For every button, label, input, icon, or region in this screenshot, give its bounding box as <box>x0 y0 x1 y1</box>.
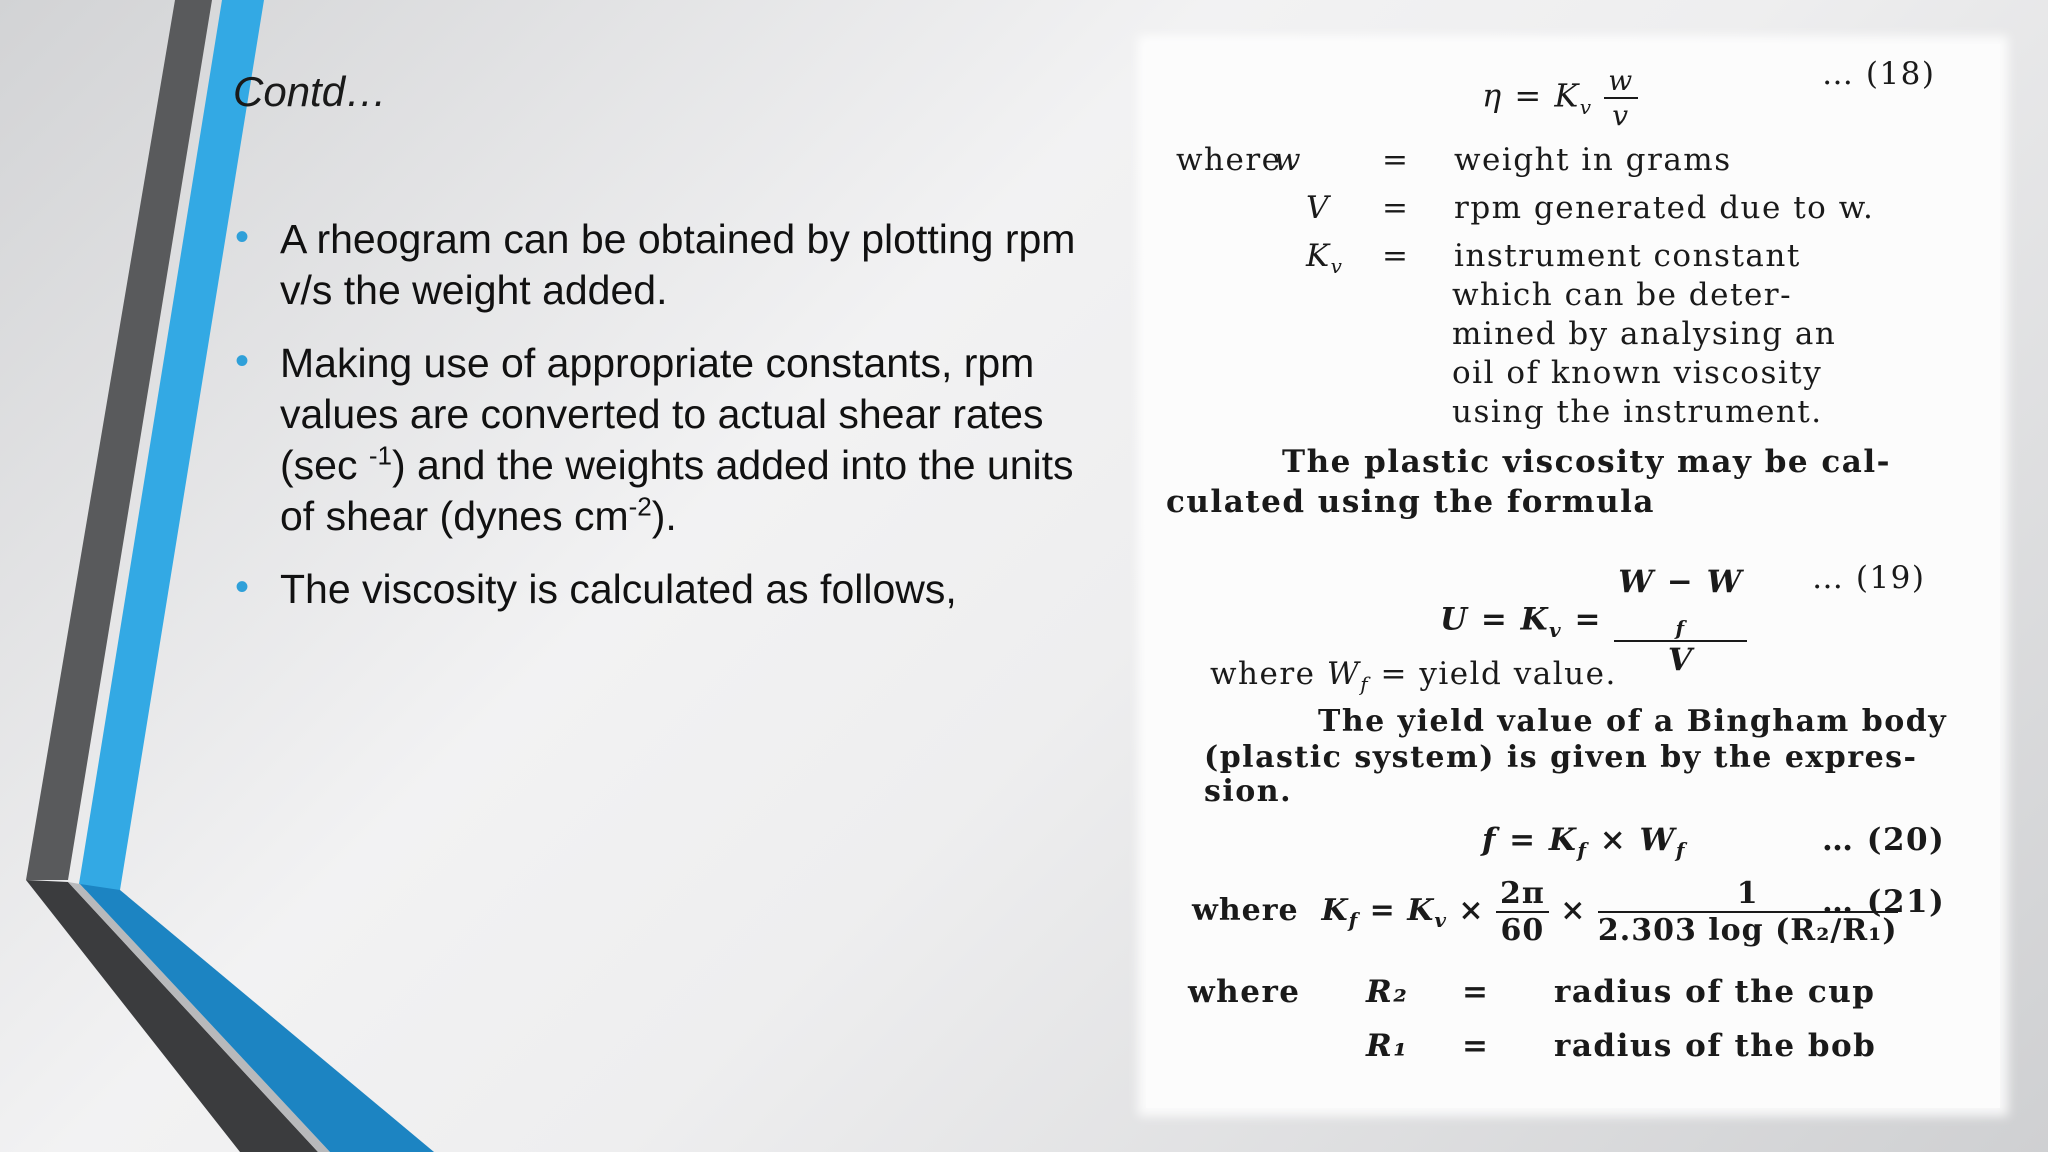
def-text: weight in grams <box>1454 142 1732 178</box>
bullet-item <box>233 564 1113 615</box>
def-where-label: where <box>1176 142 1282 178</box>
equation-18-tag: … (18) <box>1822 56 1936 92</box>
radii-where-label: where <box>1188 974 1301 1010</box>
equation-21-tag: … (21) <box>1822 884 1946 920</box>
def-equals: = <box>1382 142 1410 178</box>
paragraph-line: The plastic viscosity may be cal- <box>1282 444 1892 480</box>
def-text: rpm generated due to w. <box>1454 190 1875 226</box>
def-text-continued: oil of known viscosity <box>1452 355 1823 391</box>
bullet-text: ). <box>651 493 677 539</box>
exponent: -2 <box>628 491 652 522</box>
bullet-list <box>233 214 1113 637</box>
exponent: -1 <box>368 440 392 471</box>
paragraph-line: (plastic system) is given by the expres- <box>1204 740 1918 775</box>
radius-symbol: R₁ <box>1366 1028 1409 1064</box>
def-symbol: V <box>1306 190 1330 226</box>
def-text-continued: mined by analysing an <box>1452 316 1837 352</box>
bullet-text: The viscosity is calculated as follows, <box>280 566 957 612</box>
def-symbol: $K_v$ <box>1306 238 1344 279</box>
scanned-textbook-image <box>1146 44 2000 1108</box>
radius-symbol: R₂ <box>1366 974 1409 1010</box>
bullet-item <box>233 214 1113 316</box>
radius-equals: = <box>1462 1028 1490 1064</box>
radius-text: radius of the bob <box>1554 1028 1877 1064</box>
equation-18: $\eta = K_v$ $\frac{w}{v}$ <box>1482 64 1638 132</box>
paragraph-line: The yield value of a Bingham body <box>1318 704 1948 739</box>
slide-title: Contd… <box>233 68 388 115</box>
dark-lower-band <box>26 880 318 1152</box>
radius-text: radius of the cup <box>1554 974 1876 1010</box>
equation-20-tag: … (20) <box>1822 822 1946 858</box>
equation-20: $f = K_f \times W_f$ <box>1482 822 1686 863</box>
def-text: instrument constant <box>1454 238 1801 274</box>
bullet-text: Making use of appropriate constants, rpm values are converted to actual shear rates (sec <box>280 340 1044 488</box>
bullet-text: A rheogram can be obtained by plotting rpm v/s the weight added. <box>280 216 1076 313</box>
def-equals: = <box>1382 238 1410 274</box>
bullet-dot-icon: • <box>235 339 250 383</box>
equation-19: $U = K_v$ = W − W $_f$ V <box>1440 564 1747 678</box>
bullet-dot-icon: • <box>235 215 250 259</box>
def-symbol: w <box>1274 142 1303 178</box>
equation-21: where $K_f = K_v$ × $\frac{2\pi}{60}$ × $\frac{1}{\text{2.303 log (R₂/R₁)}}$ <box>1192 876 1898 948</box>
bullet-item <box>233 338 1113 542</box>
gray-separator-band <box>68 882 330 1152</box>
def-equals: = <box>1382 190 1410 226</box>
bullet-text: ) and the weights added into the units of shear (dynes cm <box>280 442 1074 539</box>
radius-equals: = <box>1462 974 1490 1010</box>
paragraph-line: sion. <box>1204 774 1293 809</box>
yield-definition: where $W_f$ = yield value. <box>1210 656 1617 697</box>
def-text-continued: using the instrument. <box>1452 394 1823 430</box>
def-text-continued: which can be deter- <box>1452 277 1793 313</box>
equation-19-tag: … (19) <box>1812 560 1926 596</box>
bullet-dot-icon: • <box>235 565 250 609</box>
paragraph-line: culated using the formula <box>1166 484 1655 520</box>
